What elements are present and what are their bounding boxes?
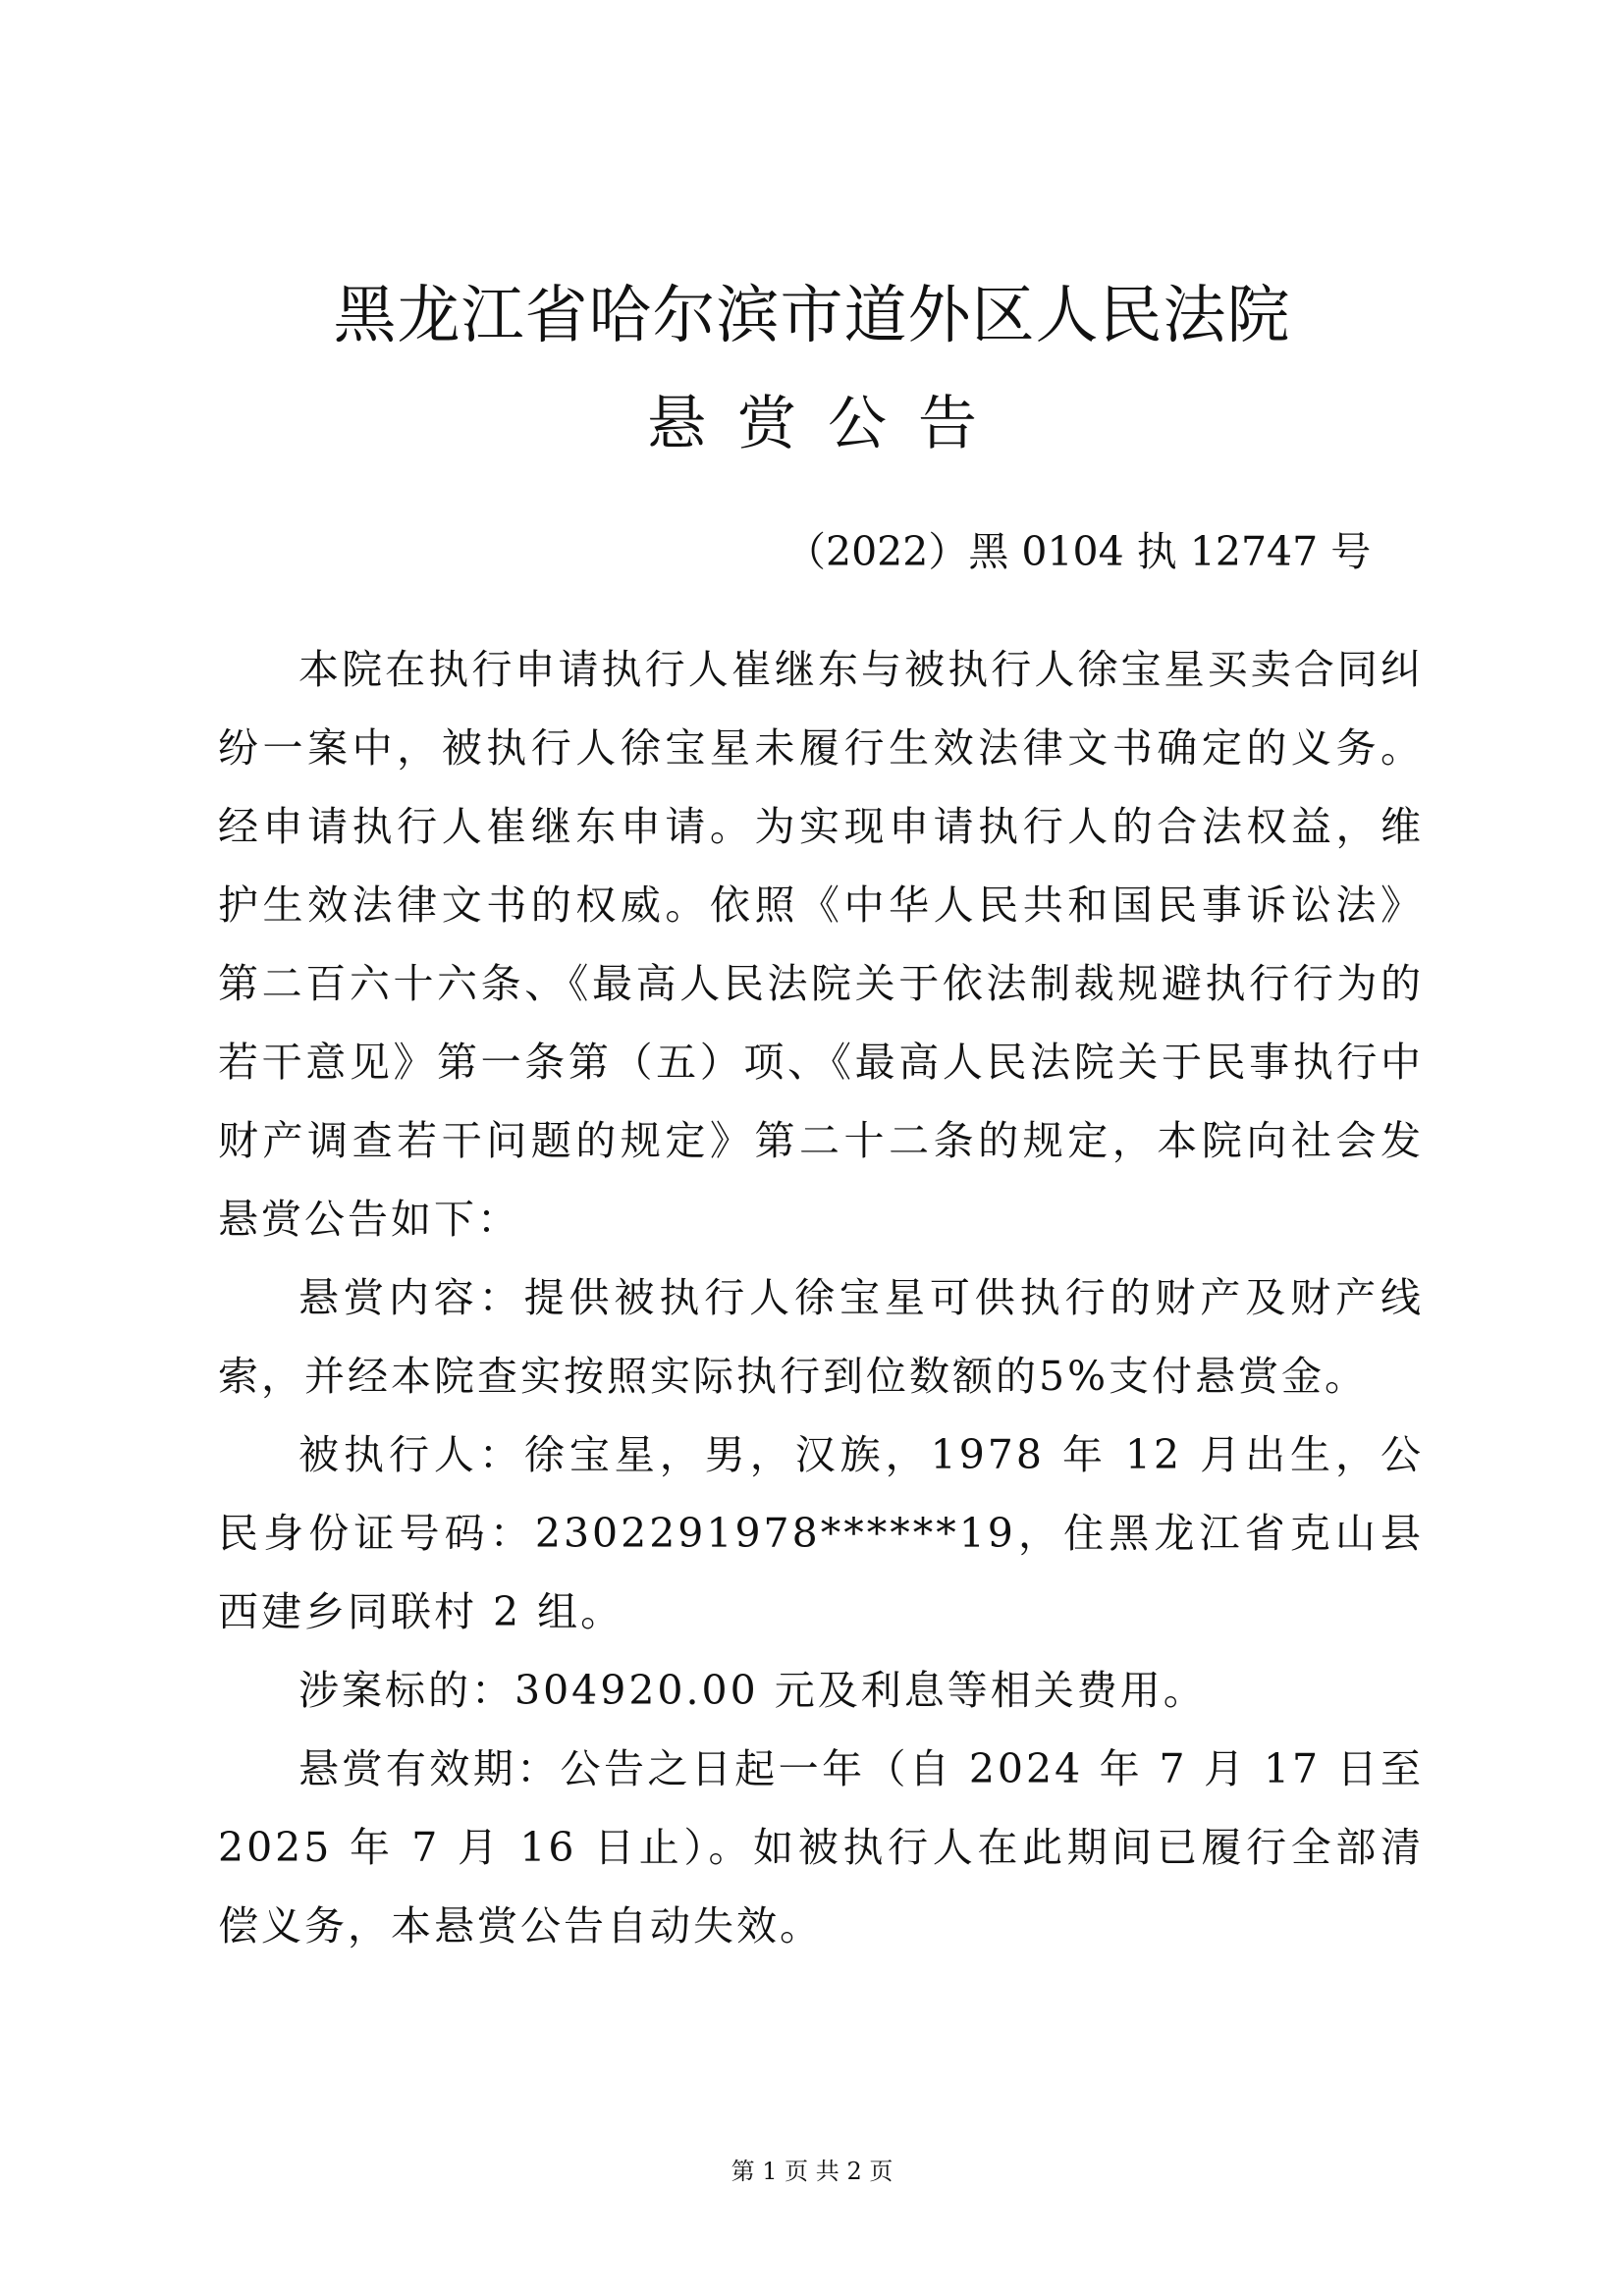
- paragraph-validity-period: 悬赏有效期：公告之日起一年（自 2024 年 7 月 17 日至 2025 年 7 月 16 日止）。如被执行人在此期间已履行全部清偿义务，本悬赏公告自动失效。: [218, 1745, 1424, 1949]
- paragraph-subject-amount: 涉案标的：304920.00 元及利息等相关费用。: [298, 1667, 1207, 1714]
- court-name: 黑龙江省哈尔滨市道外区人民法院: [333, 280, 1291, 352]
- paragraph-intro: 本院在执行申请执行人崔继东与被执行人徐宝星买卖合同纠纷一案中，被执行人徐宝星未履行生效法律文书确定的义务。经申请执行人崔继东申请。为实现申请执行人的合法权益，维护生效法律文书的权威。依照《中华人民共和国民事诉讼法》第二百六十六条、《最高人民法院关于依法制裁规避执行行为的若干意见》第一条第（五）项、《最高人民法院关于民事执行中财产调查若干问题的规定》第二十二条的规定，本院向社会发悬赏公告如下：: [218, 646, 1424, 1243]
- paragraph-reward-content: 悬赏内容：提供被执行人徐宝星可供执行的财产及财产线索，并经本院查实按照实际执行到位数额的5%支付悬赏金。: [218, 1274, 1424, 1400]
- page-indicator: 第 1 页 共 2 页: [731, 2158, 893, 2185]
- case-number: （2022）黑 0104 执 12747 号: [785, 528, 1372, 575]
- paragraph-respondent: 被执行人：徐宝星，男，汉族，1978 年 12 月出生，公民身份证号码：2302291978******19，住黑龙江省克山县西建乡同联村 2 组。: [218, 1431, 1424, 1635]
- document-body: [218, 630, 1424, 1965]
- document-title: 悬赏公告: [647, 390, 1008, 458]
